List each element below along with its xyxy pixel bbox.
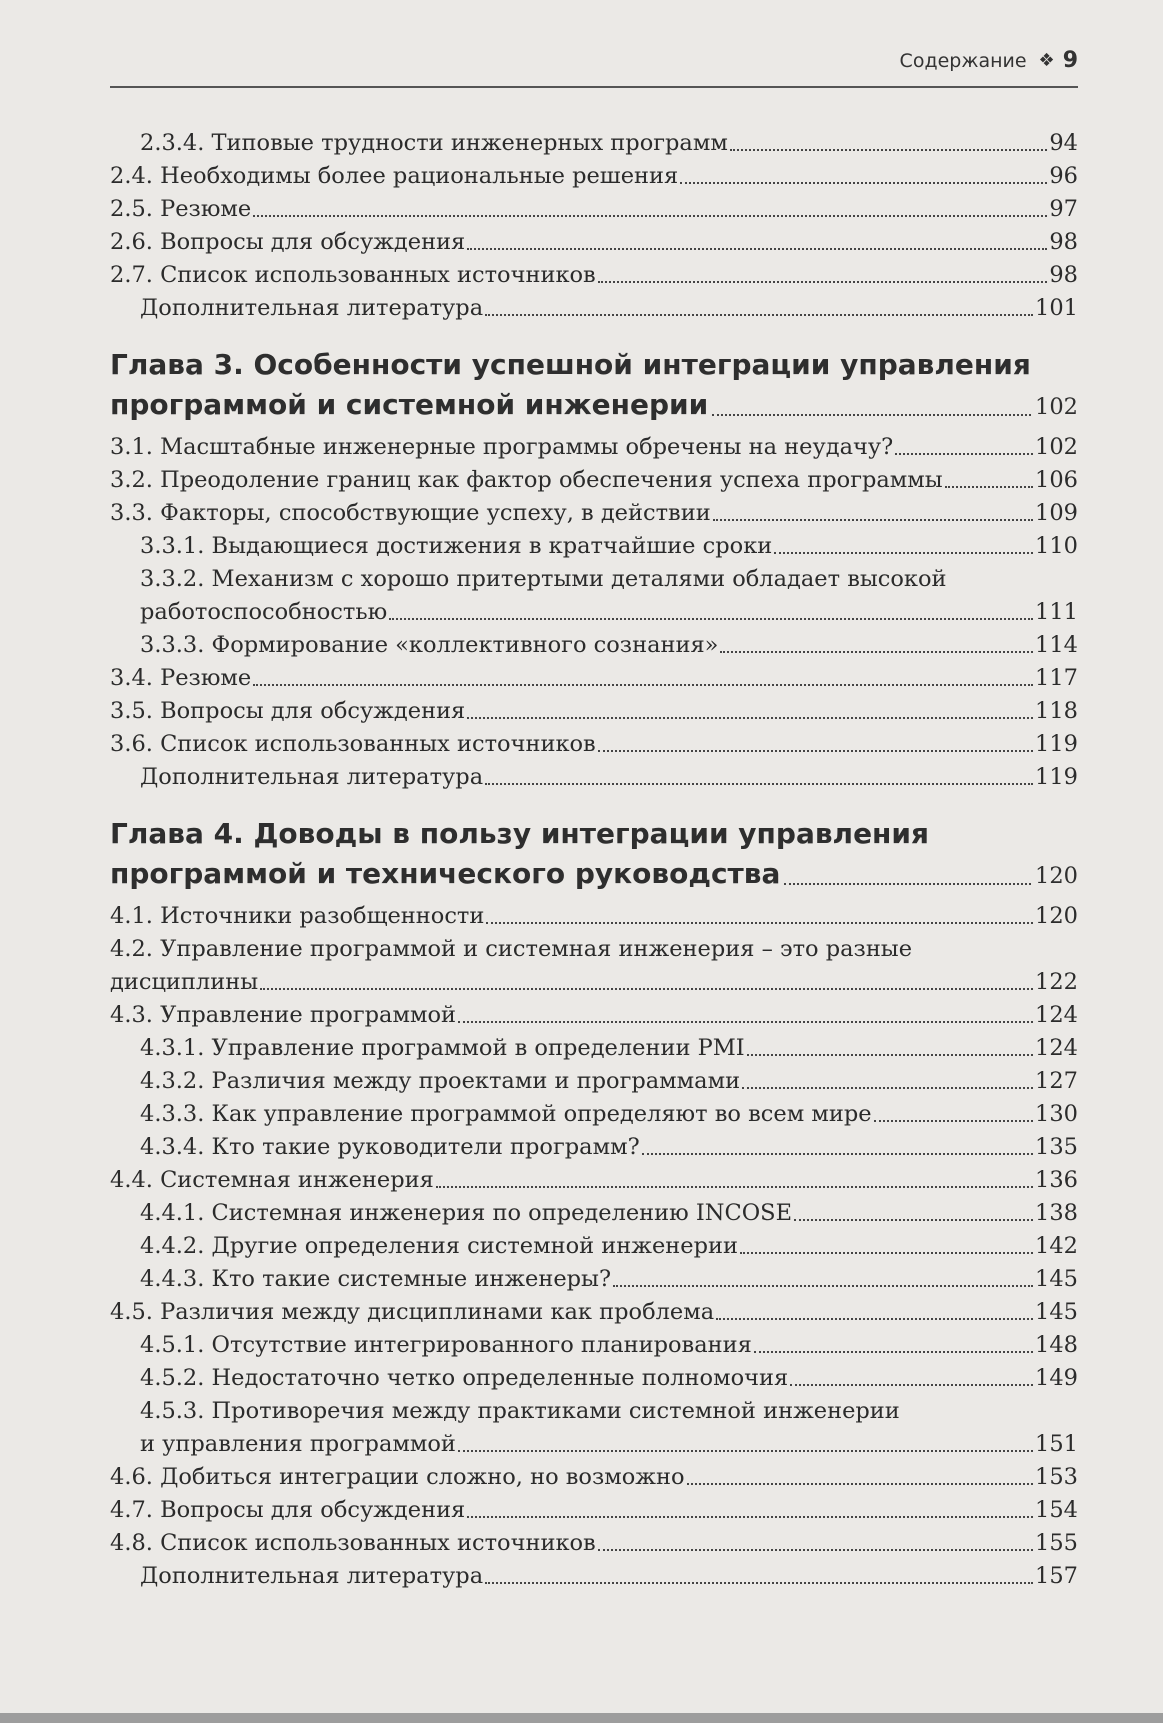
toc-entry-title: 3.1. Масштабные инженерные программы обречены на неудачу? [110, 434, 894, 460]
toc-entry-title: дисциплины [110, 969, 259, 995]
toc-entry-page: 110 [1035, 533, 1078, 559]
toc-entry-title: 4.7. Вопросы для обсуждения [110, 1497, 466, 1523]
toc-entry-page: 119 [1035, 731, 1078, 757]
leader-dots [485, 313, 1033, 316]
toc-section-chapter2-tail [110, 127, 1078, 325]
leader-dots [458, 1020, 1033, 1023]
leader-dots [467, 247, 1047, 250]
toc-entry-title: 4.1. Источники разобщенности [110, 903, 485, 929]
leader-dots [742, 1086, 1033, 1089]
toc-entry-page: 124 [1035, 1035, 1078, 1061]
toc-entry-title: 4.3.1. Управление программой в определении PMI [140, 1035, 745, 1061]
chapter-4-page: 120 [1035, 863, 1078, 889]
toc-entry-line1 [110, 1395, 1078, 1428]
toc-entry [110, 1230, 1078, 1263]
toc-entry [110, 1197, 1078, 1230]
toc-entry-line1 [110, 563, 1078, 596]
toc-entry [110, 966, 1078, 999]
leader-dots [784, 882, 1031, 885]
leader-dots [260, 987, 1033, 990]
toc-entry-page: 149 [1035, 1365, 1078, 1391]
toc-entry-line1 [110, 933, 1078, 966]
toc-entry-page: 109 [1035, 500, 1078, 526]
toc-entry-title: 2.7. Список использованных источников [110, 262, 596, 288]
toc-entry [110, 497, 1078, 530]
toc-entry-page: 98 [1049, 262, 1078, 288]
toc-entry-title: и управления программой [140, 1431, 456, 1457]
toc-entry-title: Дополнительная литература [140, 1563, 484, 1589]
toc-entry-title: 3.4. Резюме [110, 665, 252, 691]
leader-dots [680, 181, 1047, 184]
toc-entry-page: 157 [1035, 1563, 1078, 1589]
toc-entry-title: 4.4.1. Системная инженерия по определению INCOSE [140, 1200, 792, 1226]
toc-entry-page: 101 [1035, 295, 1078, 321]
leader-dots [467, 716, 1033, 719]
toc-entry-page: 119 [1035, 764, 1078, 790]
toc-entry-title: 2.6. Вопросы для обсуждения [110, 229, 466, 255]
toc-entry-title: Дополнительная литература [140, 764, 484, 790]
toc-entry [110, 1329, 1078, 1362]
toc-entry [110, 999, 1078, 1032]
leader-dots [485, 1581, 1033, 1584]
header-ornament-icon: ❖ [1038, 50, 1055, 71]
toc-entry-page: 154 [1035, 1497, 1078, 1523]
toc-section-chapter4 [110, 900, 1078, 1593]
toc-entry [110, 431, 1078, 464]
toc-entry-page: 142 [1035, 1233, 1078, 1259]
toc-entry-page: 130 [1035, 1101, 1078, 1127]
toc-entry [110, 1296, 1078, 1329]
toc-entry-page: 135 [1035, 1134, 1078, 1160]
toc-entry-page: 117 [1035, 665, 1078, 691]
toc-entry-page: 151 [1035, 1431, 1078, 1457]
toc-entry-title: 4.6. Добиться интеграции сложно, но возможно [110, 1464, 685, 1490]
toc-entry-title: 4.4.3. Кто такие системные инженеры? [140, 1266, 612, 1292]
toc-entry-title: 2.5. Резюме [110, 196, 252, 222]
toc-entry-title: 3.3. Факторы, способствующие успеху, в действии [110, 500, 711, 526]
toc-entry [110, 530, 1078, 563]
toc-entry-title: 4.5.3. Противоречия между практиками системной инженерии [140, 1398, 900, 1424]
leader-dots [895, 452, 1033, 455]
leader-dots [874, 1119, 1033, 1122]
leader-dots [747, 1053, 1033, 1056]
toc-entry-page: 114 [1035, 632, 1078, 658]
toc-entry [110, 761, 1078, 794]
toc-entry-page: 106 [1035, 467, 1078, 493]
leader-dots [712, 413, 1031, 416]
toc-entry [110, 193, 1078, 226]
toc-entry-page: 138 [1035, 1200, 1078, 1226]
toc-entry-page: 98 [1049, 229, 1078, 255]
toc-entry-title: 4.3.4. Кто такие руководители программ? [140, 1134, 640, 1160]
toc-entry-title: 4.3. Управление программой [110, 1002, 456, 1028]
toc-entry-title: 4.3.2. Различия между проектами и программами [140, 1068, 741, 1094]
leader-dots [687, 1482, 1034, 1485]
leader-dots [485, 782, 1033, 785]
table-of-contents [110, 127, 1078, 1593]
leader-dots [613, 1284, 1033, 1287]
toc-entry-title: 4.2. Управление программой и системная инженерия – это разные [110, 936, 913, 962]
toc-entry-title: 3.3.3. Формирование «коллективного сознания» [140, 632, 719, 658]
toc-entry-title: 4.4. Системная инженерия [110, 1167, 434, 1193]
toc-entry [110, 1560, 1078, 1593]
toc-entry-title: 4.5.1. Отсутствие интегрированного планирования [140, 1332, 752, 1358]
toc-section-chapter3 [110, 431, 1078, 794]
leader-dots [253, 683, 1033, 686]
toc-entry-page: 124 [1035, 1002, 1078, 1028]
toc-entry-page: 94 [1049, 130, 1078, 156]
leader-dots [740, 1251, 1033, 1254]
chapter-4-title-line2: программой и технического руководства [110, 857, 781, 890]
running-header [110, 50, 1078, 88]
toc-entry [110, 1131, 1078, 1164]
toc-entry [110, 695, 1078, 728]
toc-entry-title: 4.8. Список использованных источников [110, 1530, 596, 1556]
leader-dots [598, 280, 1048, 283]
chapter-3-page: 102 [1035, 394, 1078, 420]
toc-entry-title: 3.3.2. Механизм с хорошо притертыми деталями обладает высокой [140, 566, 947, 592]
toc-entry-page: 148 [1035, 1332, 1078, 1358]
toc-entry [110, 1263, 1078, 1296]
leader-dots [598, 749, 1033, 752]
toc-entry-page: 136 [1035, 1167, 1078, 1193]
leader-dots [794, 1218, 1033, 1221]
toc-entry-page: 111 [1035, 599, 1078, 625]
leader-dots [790, 1383, 1033, 1386]
chapter-3-title-line1: Глава 3. Особенности успешной интеграции управления [110, 348, 1031, 381]
toc-entry [110, 1494, 1078, 1527]
leader-dots [436, 1185, 1033, 1188]
toc-entry [110, 900, 1078, 933]
toc-entry-title: 4.5.2. Недостаточно четко определенные полномочия [140, 1365, 789, 1391]
toc-entry-page: 122 [1035, 969, 1078, 995]
leader-dots [598, 1548, 1033, 1551]
toc-entry [110, 662, 1078, 695]
toc-entry-title: 3.3.1. Выдающиеся достижения в кратчайшие сроки [140, 533, 773, 559]
toc-entry [110, 1362, 1078, 1395]
toc-entry-page: 97 [1049, 196, 1078, 222]
toc-entry-title: 4.5. Различия между дисциплинами как проблема [110, 1299, 715, 1325]
toc-entry-title: Дополнительная литература [140, 295, 484, 321]
toc-entry-title: 3.6. Список использованных источников [110, 731, 596, 757]
chapter-3-heading [110, 345, 1078, 427]
toc-entry [110, 1527, 1078, 1560]
toc-entry [110, 292, 1078, 325]
header-page-number: 9 [1062, 48, 1078, 73]
leader-dots [458, 1449, 1033, 1452]
toc-entry-title: 4.4.2. Другие определения системной инженерии [140, 1233, 738, 1259]
toc-entry [110, 629, 1078, 662]
toc-entry [110, 1032, 1078, 1065]
toc-entry [110, 1164, 1078, 1197]
toc-entry [110, 464, 1078, 497]
leader-dots [730, 148, 1048, 151]
toc-entry-page: 145 [1035, 1266, 1078, 1292]
toc-entry [110, 127, 1078, 160]
leader-dots [720, 650, 1033, 653]
leader-dots [486, 921, 1033, 924]
toc-entry-title: 3.2. Преодоление границ как фактор обеспечения успеха программы [110, 467, 943, 493]
toc-entry [110, 226, 1078, 259]
toc-entry [110, 259, 1078, 292]
leader-dots [774, 551, 1033, 554]
toc-entry [110, 1065, 1078, 1098]
toc-entry-title: работоспособностью [140, 599, 388, 625]
chapter-4-title-line1: Глава 4. Доводы в пользу интеграции управления [110, 817, 929, 850]
toc-entry-page: 145 [1035, 1299, 1078, 1325]
toc-entry-page: 127 [1035, 1068, 1078, 1094]
toc-entry-page: 96 [1049, 163, 1078, 189]
page-edge-shadow [0, 1713, 1163, 1723]
toc-entry [110, 728, 1078, 761]
leader-dots [642, 1152, 1033, 1155]
leader-dots [754, 1350, 1033, 1353]
toc-entry-title: 2.4. Необходимы более рациональные решения [110, 163, 679, 189]
toc-entry-title: 2.3.4. Типовые трудности инженерных программ [140, 130, 728, 156]
leader-dots [467, 1515, 1033, 1518]
toc-entry-page: 102 [1035, 434, 1078, 460]
toc-entry-page: 118 [1035, 698, 1078, 724]
leader-dots [945, 485, 1033, 488]
toc-entry-title: 3.5. Вопросы для обсуждения [110, 698, 466, 724]
chapter-4-heading [110, 814, 1078, 896]
toc-entry-page: 153 [1035, 1464, 1078, 1490]
leader-dots [253, 214, 1047, 217]
header-title: Содержание [899, 50, 1027, 72]
toc-entry [110, 1098, 1078, 1131]
leader-dots [713, 518, 1033, 521]
leader-dots [716, 1317, 1033, 1320]
chapter-3-title-line2: программой и системной инженерии [110, 388, 709, 421]
toc-entry-page: 120 [1035, 903, 1078, 929]
leader-dots [389, 617, 1033, 620]
toc-entry [110, 1428, 1078, 1461]
toc-entry-title: 4.3.3. Как управление программой определяют во всем мире [140, 1101, 872, 1127]
toc-entry-page: 155 [1035, 1530, 1078, 1556]
toc-entry [110, 1461, 1078, 1494]
toc-entry [110, 596, 1078, 629]
toc-entry [110, 160, 1078, 193]
